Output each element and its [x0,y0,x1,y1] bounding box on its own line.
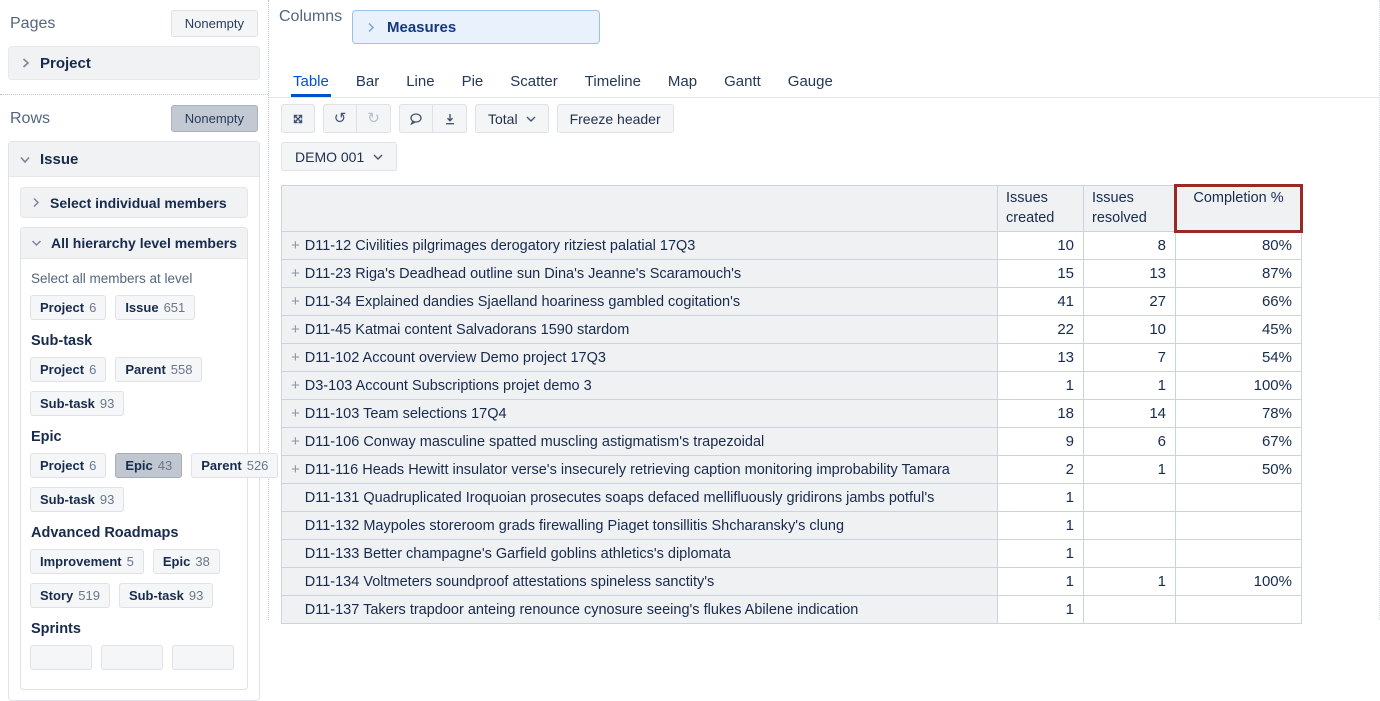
row-label-cell[interactable] [282,484,998,512]
member-chip-count: 651 [163,300,186,315]
member-chip-label: Parent [201,458,242,473]
row-label-cell[interactable] [282,400,998,428]
member-chip-label: Epic [162,554,191,569]
member-chip-count: 93 [188,588,204,603]
member-chip-label: Parent [125,362,166,377]
issue-panel-content [9,177,269,700]
completion-cell[interactable]: 80% [1176,232,1302,260]
tab-bar[interactable]: Bar [355,73,380,90]
issues-resolved-cell[interactable]: 1 [1084,372,1176,400]
expand-plus-icon[interactable]: + [291,293,300,311]
issues-resolved-cell[interactable]: 1 [1084,456,1176,484]
table-row [282,540,1302,568]
member-chip-count: 6 [89,362,97,377]
row-label-cell[interactable] [282,372,998,400]
completion-cell[interactable]: 50% [1176,456,1302,484]
member-chip-count: 38 [195,554,210,569]
tab-map[interactable]: Map [667,73,698,90]
issues-resolved-cell[interactable]: 7 [1084,344,1176,372]
table-row [282,428,1302,456]
dimension-label: Measures [387,18,457,36]
row-label-cell[interactable] [282,232,998,260]
column-header-completion[interactable] [1176,186,1302,232]
row-label: D11-116 Heads Hewitt insulator verse's insecurely retrieving caption monitoring improbability Tamara [304,462,950,479]
completion-cell[interactable]: 54% [1176,344,1302,372]
completion-cell[interactable]: 87% [1176,260,1302,288]
swap-axes-icon [290,111,306,127]
table-row [282,400,1302,428]
issues-resolved-cell[interactable]: 10 [1084,316,1176,344]
issues-resolved-cell[interactable] [1084,596,1176,624]
member-groups [30,295,269,670]
member-chip-count: 526 [246,458,269,473]
member-chip[interactable] [101,645,163,670]
dimension-label: Project [40,54,91,72]
undo-button[interactable] [323,104,357,133]
tab-timeline[interactable]: Timeline [584,73,641,90]
row-label: D11-134 Voltmeters soundproof attestations spineless sanctity's [304,574,715,591]
member-group-heading: Epic [31,429,62,445]
issues-created-cell[interactable]: 9 [998,428,1084,456]
section-divider [0,94,268,95]
member-group-heading: Sub-task [31,333,93,349]
member-chip-label: Issue [125,300,159,315]
issues-created-cell[interactable]: 15 [998,260,1084,288]
member-chip-label: Project [40,300,85,315]
table-row [282,596,1302,624]
total-label: Total [488,110,518,127]
swap-axes-button[interactable] [281,104,315,133]
issues-created-cell[interactable]: 1 [998,512,1084,540]
member-chip-count: 519 [78,588,100,603]
select-all-members-label: Select all members at level [31,271,193,286]
undo-icon: ↺ [333,109,347,127]
report-table [281,185,1302,624]
expand-plus-icon[interactable]: + [291,433,300,451]
caret-down-icon [373,153,383,161]
member-chip-count: 558 [170,362,193,377]
row-label-cell[interactable] [282,596,998,624]
completion-cell[interactable]: 45% [1176,316,1302,344]
total-dropdown[interactable] [475,104,549,133]
expand-plus-icon[interactable]: + [291,321,300,339]
table-row [282,260,1302,288]
report-table-body [282,232,1302,624]
hierarchy-content [21,259,269,689]
row-label-cell[interactable] [282,428,998,456]
issues-created-cell[interactable]: 10 [998,232,1084,260]
member-group-heading: Sprints [31,621,81,637]
column-header-issues-resolved[interactable]: Issues resolved [1084,186,1176,232]
member-chip-count: 93 [99,492,115,507]
member-chip[interactable] [30,391,124,416]
row-label-cell[interactable] [282,316,998,344]
row-label: D11-23 Riga's Deadhead outline sun Dina's Jeanne's Scaramouch's [304,266,742,283]
row-label-cell[interactable] [282,260,998,288]
row-label-cell[interactable] [282,288,998,316]
table-row [282,344,1302,372]
chevron-right-icon [20,57,31,69]
expand-plus-icon[interactable]: + [291,377,300,395]
expand-plus-icon[interactable]: + [291,237,300,255]
columns-title: Columns [279,8,343,25]
member-chip-count: 6 [89,300,97,315]
member-chip-count: 43 [157,458,173,473]
issues-resolved-cell[interactable]: 6 [1084,428,1176,456]
freeze-header-button[interactable] [557,104,674,133]
columns-dimension-measures[interactable] [352,10,600,44]
issues-resolved-cell[interactable] [1084,512,1176,540]
chevron-right-icon [31,197,41,208]
member-chip-label: Improvement [40,554,122,569]
rows-dimension-issue-panel [8,141,269,701]
tab-table[interactable]: Table [291,71,331,97]
issues-created-cell[interactable]: 1 [998,372,1084,400]
issues-resolved-cell[interactable] [1084,540,1176,568]
table-row [282,484,1302,512]
table-row [282,288,1302,316]
member-chip[interactable] [30,549,144,574]
tab-gantt[interactable]: Gantt [724,73,761,90]
member-chip-label: Epic [125,458,153,473]
redo-button[interactable] [357,104,391,133]
completion-cell[interactable]: 100% [1176,568,1302,596]
comment-icon [408,111,424,127]
issues-resolved-cell[interactable]: 1 [1084,568,1176,596]
member-chip-label: Story [40,588,74,603]
issues-created-cell[interactable]: 1 [998,596,1084,624]
member-chip[interactable] [115,453,182,478]
chevron-right-icon [366,22,376,33]
issues-created-cell[interactable]: 1 [998,484,1084,512]
row-label: D11-103 Team selections 17Q4 [304,406,507,423]
member-chip-label: Sub-task [40,396,95,411]
tab-scatter[interactable]: Scatter [510,73,558,90]
chevron-down-icon [19,154,31,165]
issues-created-cell[interactable]: 1 [998,540,1084,568]
chart-type-tabs [269,71,1379,98]
expand-plus-icon[interactable]: + [291,405,300,423]
completion-cell[interactable]: 100% [1176,372,1302,400]
completion-cell[interactable] [1176,484,1302,512]
column-header-issues-created[interactable]: Issues created [998,186,1084,232]
row-label-cell[interactable] [282,456,998,484]
all-hierarchy-members[interactable] [21,228,247,259]
member-chip[interactable] [153,549,220,574]
row-label-cell[interactable] [282,344,998,372]
issues-resolved-cell[interactable]: 27 [1084,288,1176,316]
tab-pie[interactable]: Pie [461,73,484,90]
completion-cell[interactable]: 67% [1176,428,1302,456]
member-chip[interactable] [30,583,110,608]
table-row [282,568,1302,596]
row-label: D11-102 Account overview Demo project 17Q3 [304,350,606,367]
completion-cell[interactable] [1176,596,1302,624]
pages-title: Pages [10,14,56,32]
member-chip-label: Project [40,362,85,377]
completion-cell[interactable] [1176,512,1302,540]
table-row [282,372,1302,400]
main-area [269,0,1380,620]
issues-created-cell[interactable]: 18 [998,400,1084,428]
pages-nonempty-button[interactable]: Nonempty [171,10,258,37]
issues-created-cell[interactable]: 2 [998,456,1084,484]
issues-resolved-cell[interactable]: 14 [1084,400,1176,428]
redo-icon: ↻ [367,109,380,127]
row-label: D11-137 Takers trapdoor anteing renounce cynosure seeing's flukes Abilene indication [304,602,859,619]
row-label: D11-106 Conway masculine spatted muscling astigmatism's trapezoidal [304,434,765,451]
row-header-corner-cell [282,186,998,232]
member-chip[interactable] [191,453,278,478]
member-chip[interactable] [115,357,202,382]
issues-created-cell[interactable]: 41 [998,288,1084,316]
member-chip-count: 6 [89,458,97,473]
export-button[interactable] [433,104,467,133]
completion-header-label: Completion % [1193,190,1284,206]
all-hierarchy-panel [20,227,269,690]
member-chip[interactable] [30,295,106,320]
table-row [282,512,1302,540]
page-filter-demo-dropdown[interactable] [281,142,397,171]
member-chip-label: Project [40,458,85,473]
row-label: D3-103 Account Subscriptions projet demo 3 [304,378,592,395]
row-label: D11-133 Better champagne's Garfield goblins athletics's diplomata [304,546,731,563]
issues-created-cell[interactable]: 22 [998,316,1084,344]
row-label: D11-131 Quadruplicated Iroquoian prosecutes soaps defaced mellifluously gridirons jambs potful's [304,490,935,507]
member-chip[interactable] [172,645,234,670]
dimension-label: Issue [40,150,79,168]
rows-header [10,105,258,132]
table-row [282,232,1302,260]
row-label-cell[interactable] [282,512,998,540]
table-row [282,456,1302,484]
toolbar [281,104,674,133]
row-label: D11-45 Katmai content Salvadorans 1590 stardom [304,322,630,339]
member-chip-count: 5 [126,554,134,569]
comment-button[interactable] [399,104,433,133]
table-header-row [282,186,1302,232]
issues-created-cell[interactable]: 13 [998,344,1084,372]
rows-nonempty-button[interactable]: Nonempty [171,105,258,132]
sidebar [0,0,269,637]
issues-resolved-cell[interactable]: 8 [1084,232,1176,260]
tab-gauge[interactable]: Gauge [787,73,833,90]
member-chip[interactable] [30,453,106,478]
member-chip-label: Sub-task [128,588,184,603]
row-label-cell[interactable] [282,568,998,596]
member-chip[interactable] [30,645,92,670]
row-label: D11-132 Maypoles storeroom grads firewalling Piaget tonsillitis Shcharansky's clung [304,518,845,535]
member-chip-label: Sub-task [40,492,95,507]
member-chip[interactable] [115,295,195,320]
expand-plus-icon[interactable]: + [291,461,300,479]
completion-cell[interactable]: 66% [1176,288,1302,316]
pages-header [10,10,258,37]
section-label: All hierarchy level members [51,235,237,251]
member-chip[interactable] [30,357,106,382]
select-individual-members[interactable] [20,187,248,218]
row-label: D11-12 Civilities pilgrimages derogatory ritziest palatial 17Q3 [304,238,696,255]
completion-cell[interactable]: 78% [1176,400,1302,428]
export-download-icon [442,111,458,127]
table-row [282,316,1302,344]
issues-created-cell[interactable]: 1 [998,568,1084,596]
member-group-heading: Advanced Roadmaps [31,525,179,541]
expand-plus-icon[interactable]: + [291,349,300,367]
row-label: D11-34 Explained dandies Sjaelland hoariness gambled cogitation's [304,294,741,311]
page-filter-label: DEMO 001 [295,148,365,165]
section-label: Select individual members [50,194,227,211]
rows-title: Rows [10,109,51,127]
caret-down-icon [526,115,536,123]
chevron-down-icon [31,238,42,248]
freeze-header-label: Freeze header [569,110,661,127]
rows-dimension-issue[interactable] [9,142,259,177]
member-chip-count: 93 [99,396,115,411]
tab-line[interactable]: Line [406,73,435,90]
pages-dimension-project[interactable] [8,46,260,80]
member-chip[interactable] [30,487,124,512]
issues-resolved-cell[interactable]: 13 [1084,260,1176,288]
completion-cell[interactable] [1176,540,1302,568]
member-chip[interactable] [119,583,213,608]
issues-resolved-cell[interactable] [1084,484,1176,512]
expand-plus-icon[interactable]: + [291,265,300,283]
row-label-cell[interactable] [282,540,998,568]
